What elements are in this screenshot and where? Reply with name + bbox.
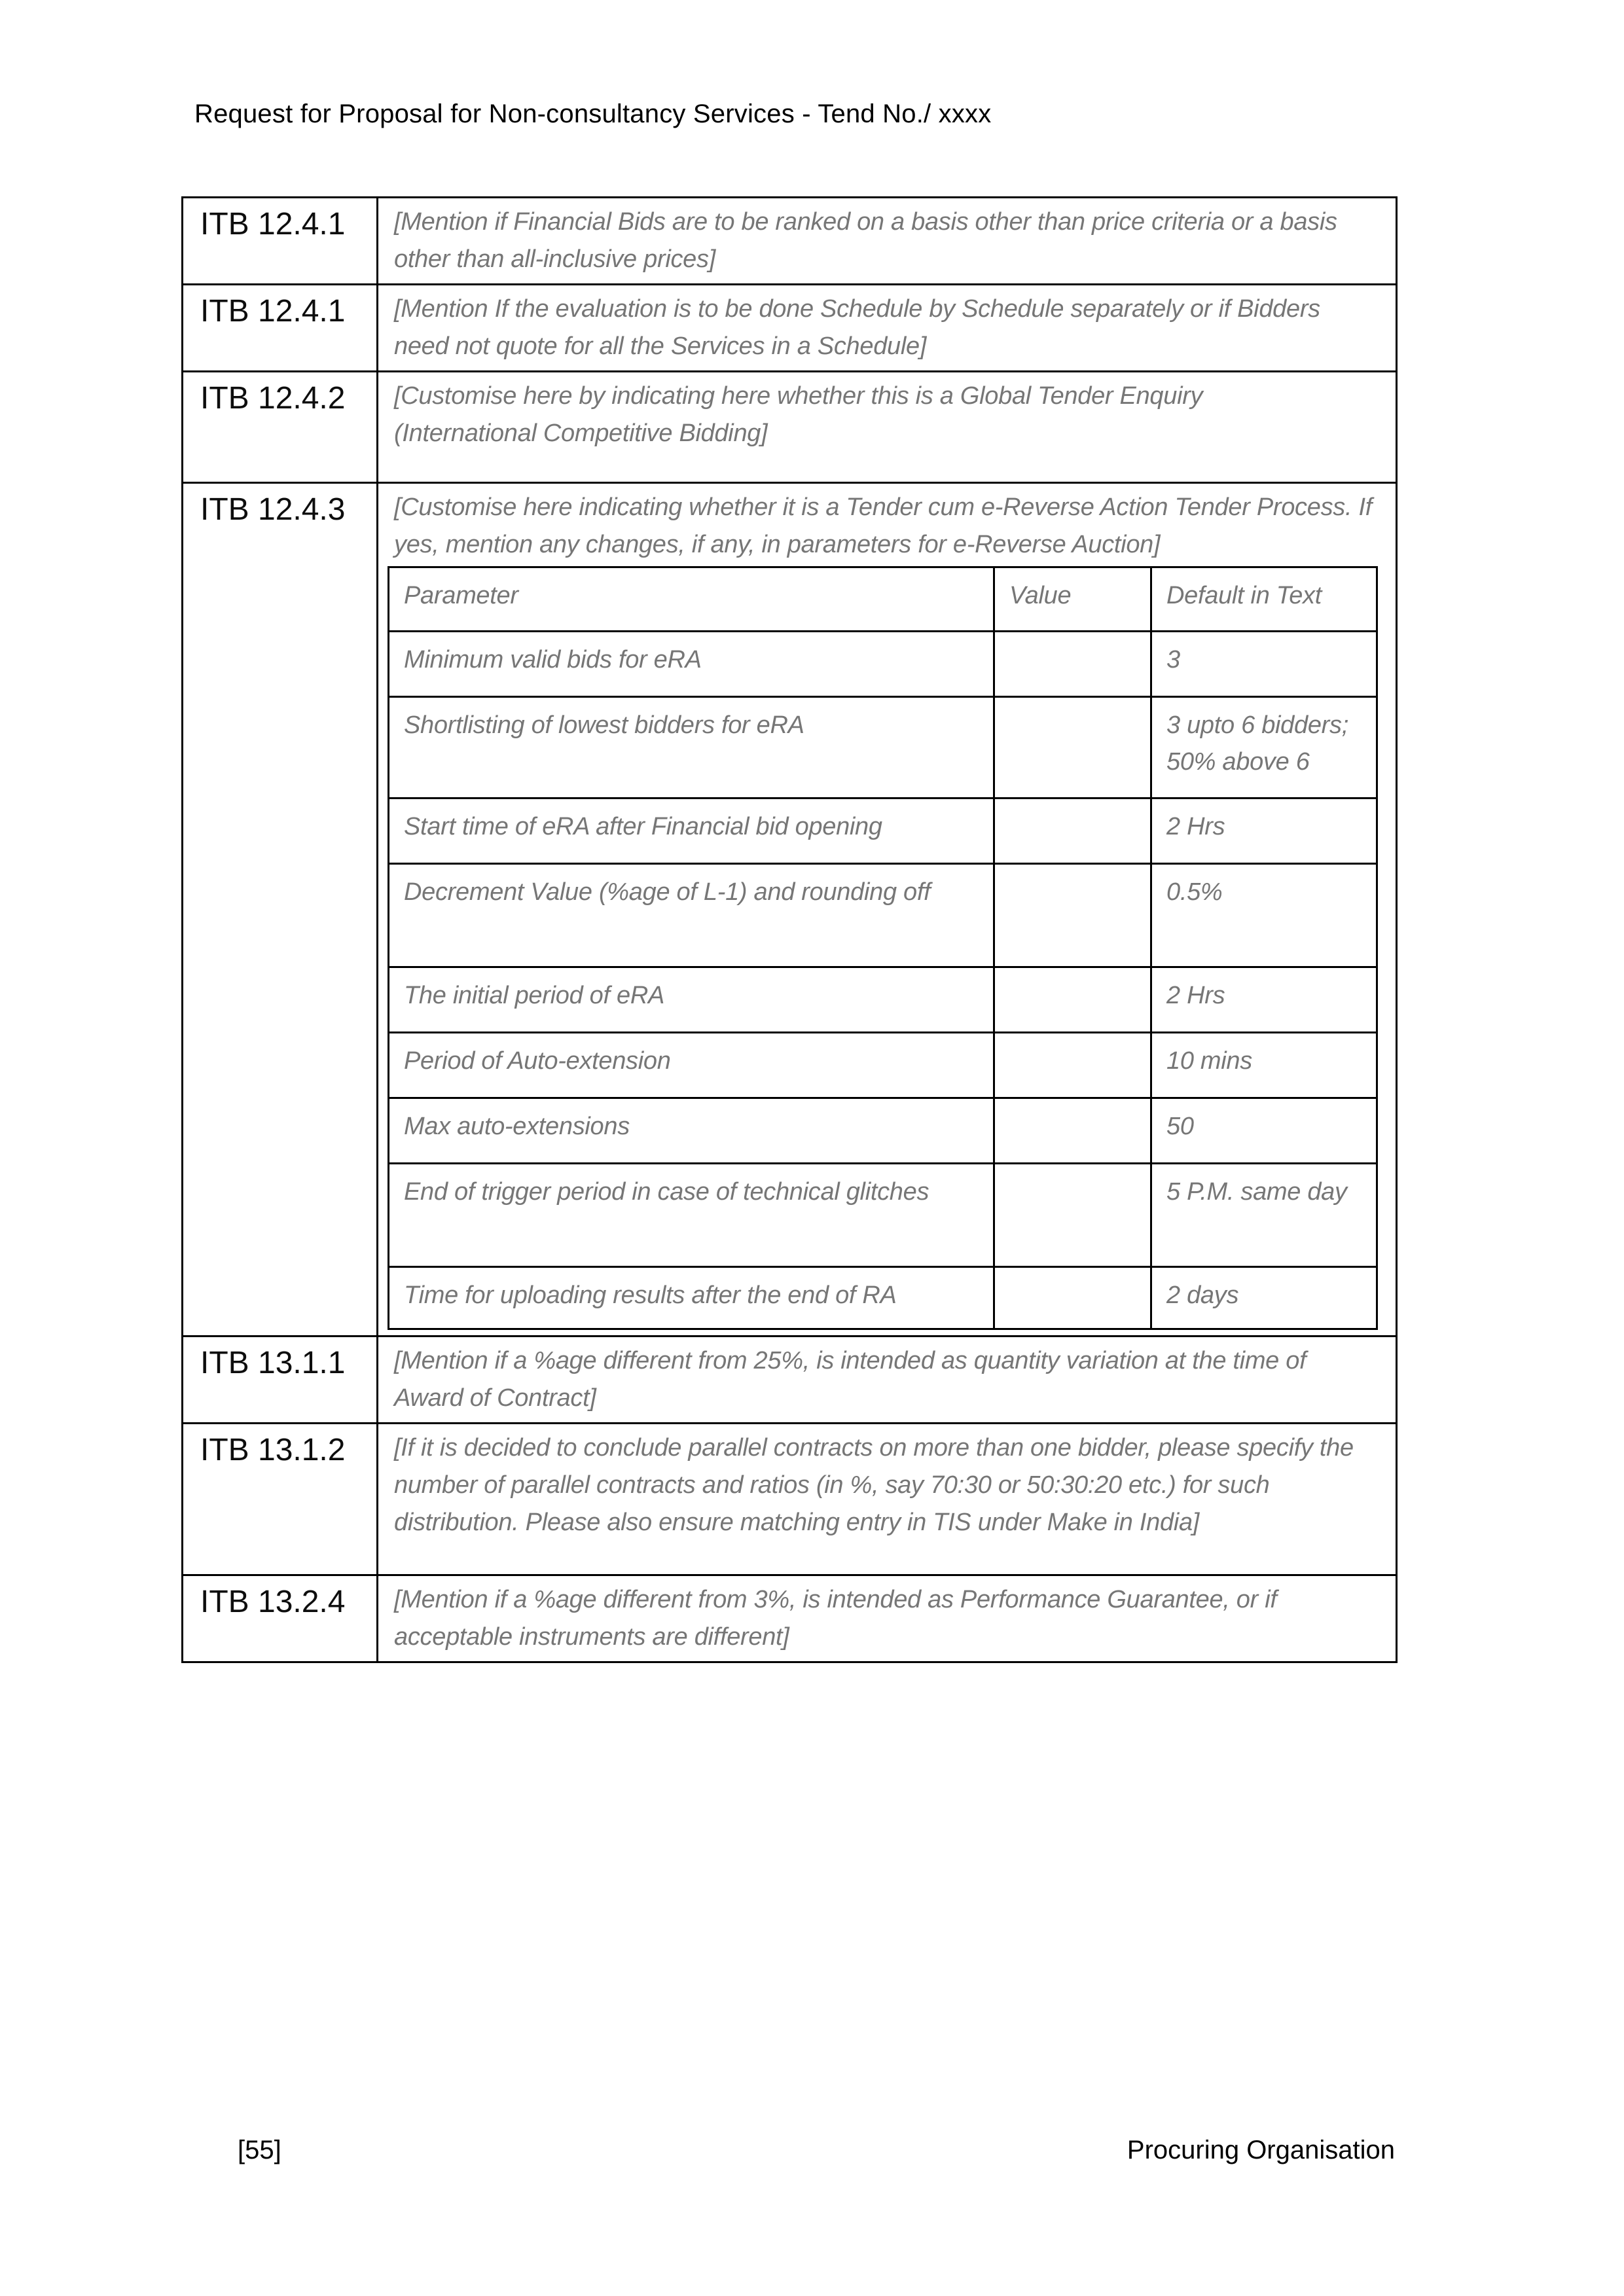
itb-ref-cell: ITB 12.4.2 <box>183 372 378 483</box>
era-default-cell: 10 mins <box>1151 1033 1377 1098</box>
era-row <box>389 798 1377 864</box>
itb-note-cell <box>378 372 1397 483</box>
era-parameter-cell: Decrement Value (%age of L-1) and rounding off <box>389 864 994 967</box>
era-default-cell: 3 upto 6 bidders; 50% above 6 <box>1151 697 1377 798</box>
table-row <box>183 198 1397 285</box>
itb-note-text-line: (International Competitive Bidding] <box>394 420 768 447</box>
itb-note-text-line: [Customise here by indicating here whether this is a Global Tender Enquiry <box>394 382 1203 410</box>
era-value-cell <box>994 864 1151 967</box>
itb-note-text: [Mention if a %age different from 25%, is intended as quantity variation at the time of Award of Contract] <box>394 1347 1307 1412</box>
table-row <box>183 1424 1397 1575</box>
era-row <box>389 967 1377 1033</box>
era-header-parameter: Parameter <box>389 567 994 632</box>
table-row <box>183 372 1397 483</box>
itb-note-cell <box>378 1575 1397 1662</box>
itb-note-text: [If it is decided to conclude parallel contracts on more than one bidder, please specify the number of parallel contracts and ratios (in %, say 70:30 or 50:30:20 etc.) for such distribution. Please also ensure matching entry in TIS under Make in India] <box>394 1434 1354 1536</box>
itb-note-cell <box>378 285 1397 372</box>
era-value-cell <box>994 798 1151 864</box>
era-parameters-table <box>388 566 1378 1330</box>
itb-note-cell <box>378 1424 1397 1575</box>
era-default-cell: 50 <box>1151 1098 1377 1164</box>
itb-ref-cell: ITB 13.2.4 <box>183 1575 378 1662</box>
itb-data-sheet-table <box>181 196 1398 1663</box>
era-parameter-cell: End of trigger period in case of technical glitches <box>389 1164 994 1267</box>
era-value-cell <box>994 1033 1151 1098</box>
era-parameter-cell: The initial period of eRA <box>389 967 994 1033</box>
era-row <box>389 1267 1377 1329</box>
era-parameter-cell: Time for uploading results after the end of RA <box>389 1267 994 1329</box>
era-value-cell <box>994 632 1151 697</box>
era-header-value: Value <box>994 567 1151 632</box>
era-row <box>389 1098 1377 1164</box>
era-default-cell: 3 <box>1151 632 1377 697</box>
era-default-cell: 2 days <box>1151 1267 1377 1329</box>
era-value-cell <box>994 1267 1151 1329</box>
era-parameter-cell: Shortlisting of lowest bidders for eRA <box>389 697 994 798</box>
era-parameter-cell: Period of Auto-extension <box>389 1033 994 1098</box>
itb-note-text: [Customise here indicating whether it is a Tender cum e-Reverse Action Tender Process. If yes, mention any changes, if any, in parameters for e-Reverse Auction] <box>394 493 1373 558</box>
itb-note-cell <box>378 483 1397 1336</box>
page-header-title: Request for Proposal for Non-consultancy Services - Tend No./ xxxx <box>194 99 992 128</box>
itb-note-cell <box>378 1336 1397 1424</box>
era-row <box>389 697 1377 798</box>
era-value-cell <box>994 697 1151 798</box>
era-parameter-cell: Minimum valid bids for eRA <box>389 632 994 697</box>
itb-ref-cell: ITB 12.4.1 <box>183 198 378 285</box>
itb-ref-cell: ITB 13.1.2 <box>183 1424 378 1575</box>
era-row <box>389 1164 1377 1267</box>
era-header-default: Default in Text <box>1151 567 1377 632</box>
itb-note-text: [Mention if Financial Bids are to be ranked on a basis other than price criteria or a basis other than all-inclusive prices] <box>394 208 1337 273</box>
era-value-cell <box>994 1164 1151 1267</box>
era-row <box>389 632 1377 697</box>
table-row <box>183 1575 1397 1662</box>
era-header-row <box>389 567 1377 632</box>
table-row <box>183 483 1397 1336</box>
itb-ref-cell: ITB 12.4.3 <box>183 483 378 1336</box>
era-default-cell: 2 Hrs <box>1151 967 1377 1033</box>
itb-note-text: [Mention if a %age different from 3%, is intended as Performance Guarantee, or if acceptable instruments are different] <box>394 1586 1277 1651</box>
table-row <box>183 285 1397 372</box>
era-parameter-cell: Max auto-extensions <box>389 1098 994 1164</box>
era-value-cell <box>994 1098 1151 1164</box>
era-default-cell: 0.5% <box>1151 864 1377 967</box>
itb-note-text: [Mention If the evaluation is to be done Schedule by Schedule separately or if Bidders need not quote for all the Services in a Schedule] <box>394 295 1320 360</box>
footer-page-number: [55] <box>238 2136 281 2164</box>
era-default-cell: 5 P.M. same day <box>1151 1164 1377 1267</box>
era-parameter-cell: Start time of eRA after Financial bid opening <box>389 798 994 864</box>
itb-note-cell <box>378 198 1397 285</box>
era-row <box>389 1033 1377 1098</box>
itb-ref-cell: ITB 12.4.1 <box>183 285 378 372</box>
itb-ref-cell: ITB 13.1.1 <box>183 1336 378 1424</box>
era-row <box>389 864 1377 967</box>
footer-org-label: Procuring Organisation <box>1127 2136 1395 2164</box>
table-row <box>183 1336 1397 1424</box>
era-default-cell: 2 Hrs <box>1151 798 1377 864</box>
era-value-cell <box>994 967 1151 1033</box>
